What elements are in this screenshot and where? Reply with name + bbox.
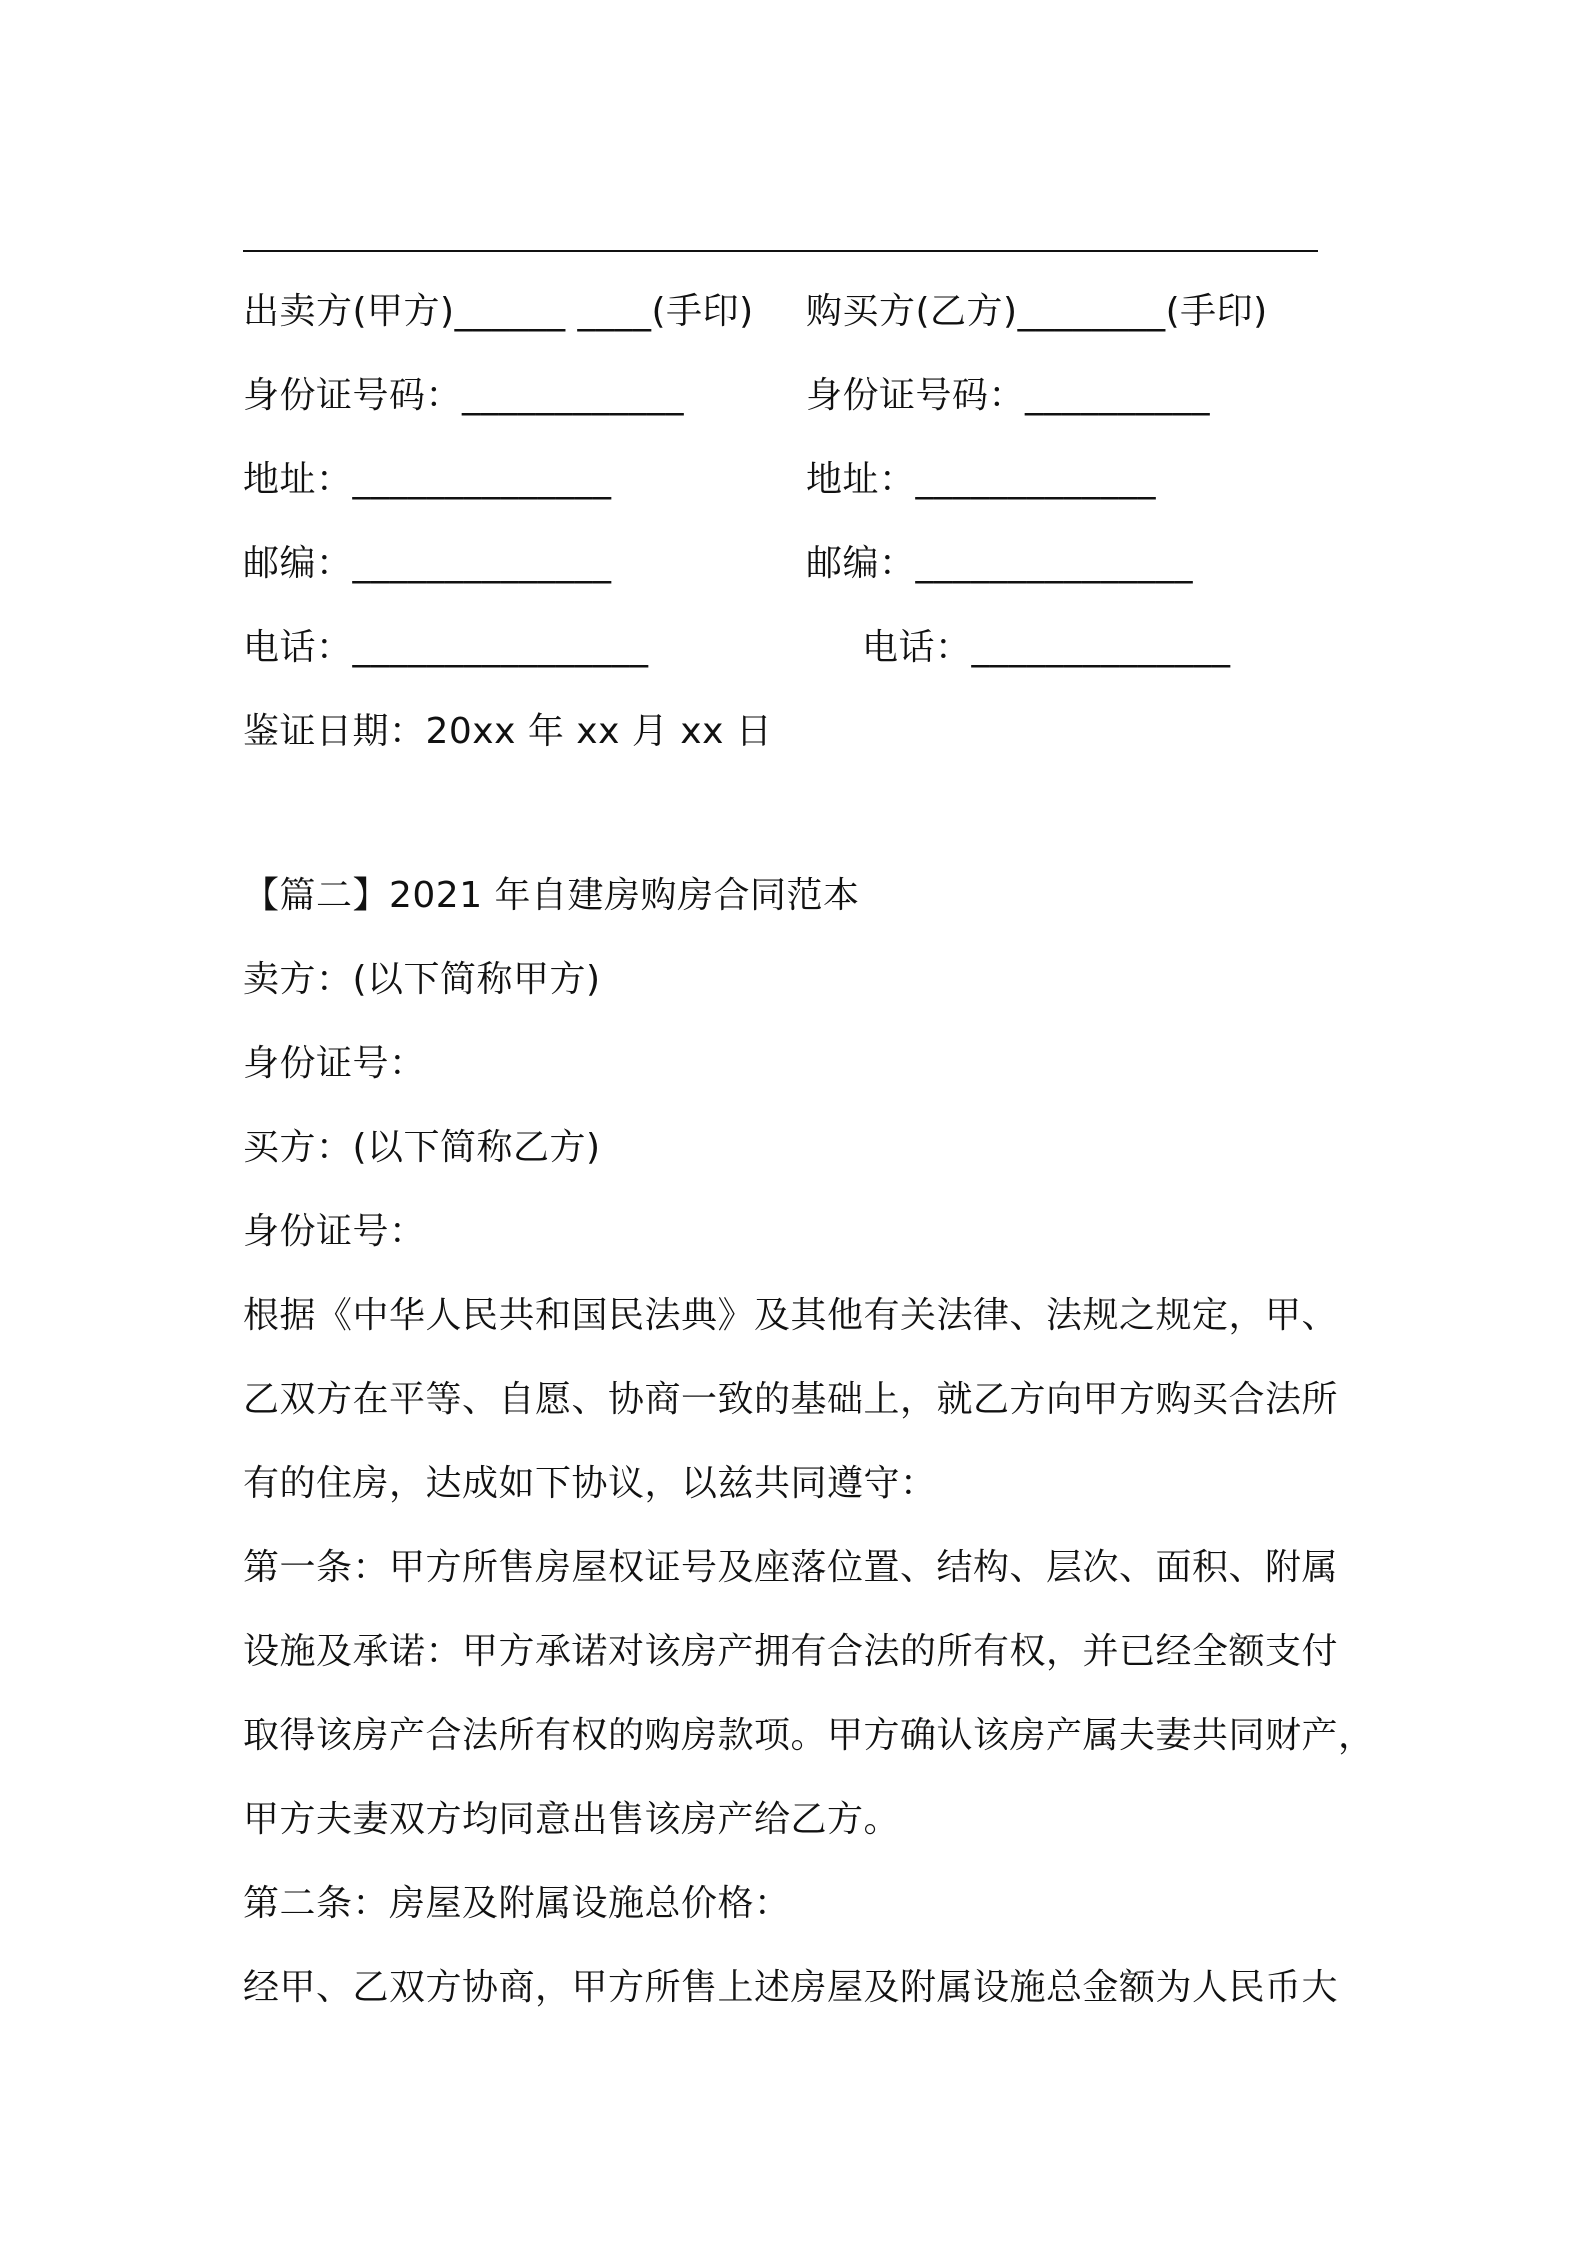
buyer-id-number-field: 身份证号码：__________ bbox=[806, 375, 1211, 416]
paragraph-line: 乙双方在平等、自愿、协商一致的基础上，就乙方向甲方购买合法所 bbox=[243, 1379, 1339, 1420]
section-heading: 【篇二】2021 年自建房购房合同范本 bbox=[243, 875, 860, 916]
paragraph-line: 甲方夫妻双方均同意出售该房产给乙方。 bbox=[243, 1799, 901, 1840]
paragraph-line: 根据《中华人民共和国民法典》及其他有关法律、法规之规定，甲、 bbox=[243, 1295, 1339, 1336]
buyer-phone-field: 电话：______________ bbox=[862, 627, 1231, 668]
article-two-line: 第二条：房屋及附属设施总价格： bbox=[243, 1883, 791, 1924]
seller-phone-field: 电话：________________ bbox=[243, 627, 649, 668]
buyer-address-field: 地址：_____________ bbox=[806, 459, 1157, 500]
buyer-signature-label: 购买方(乙方)________(手印) bbox=[806, 291, 1268, 332]
signature-divider-line bbox=[243, 250, 1318, 252]
seller-id-line: 身份证号： bbox=[243, 1043, 426, 1084]
seller-signature-label: 出卖方(甲方)______ ____(手印) bbox=[243, 291, 754, 332]
buyer-postcode-field: 邮编：_______________ bbox=[806, 543, 1194, 584]
paragraph-line: 取得该房产合法所有权的购房款项。甲方确认该房产属夫妻共同财产， bbox=[243, 1715, 1375, 1756]
paragraph-line: 设施及承诺：甲方承诺对该房产拥有合法的所有权，并已经全额支付 bbox=[243, 1631, 1339, 1672]
buyer-id-line: 身份证号： bbox=[243, 1211, 426, 1252]
seller-id-number-field: 身份证号码：____________ bbox=[243, 375, 685, 416]
buyer-party-line: 买方：(以下简称乙方) bbox=[243, 1127, 601, 1168]
article-one-line: 第一条：甲方所售房屋权证号及座落位置、结构、层次、面积、附属 bbox=[243, 1547, 1339, 1588]
paragraph-line: 经甲、乙双方协商，甲方所售上述房屋及附属设施总金额为人民币大 bbox=[243, 1967, 1339, 2008]
seller-address-field: 地址：______________ bbox=[243, 459, 612, 500]
paragraph-line: 有的住房，达成如下协议，以兹共同遵守： bbox=[243, 1463, 937, 1504]
seller-postcode-field: 邮编：______________ bbox=[243, 543, 612, 584]
notarize-date: 鉴证日期：20xx 年 xx 月 xx 日 bbox=[243, 711, 773, 752]
seller-party-line: 卖方：(以下简称甲方) bbox=[243, 959, 601, 1000]
